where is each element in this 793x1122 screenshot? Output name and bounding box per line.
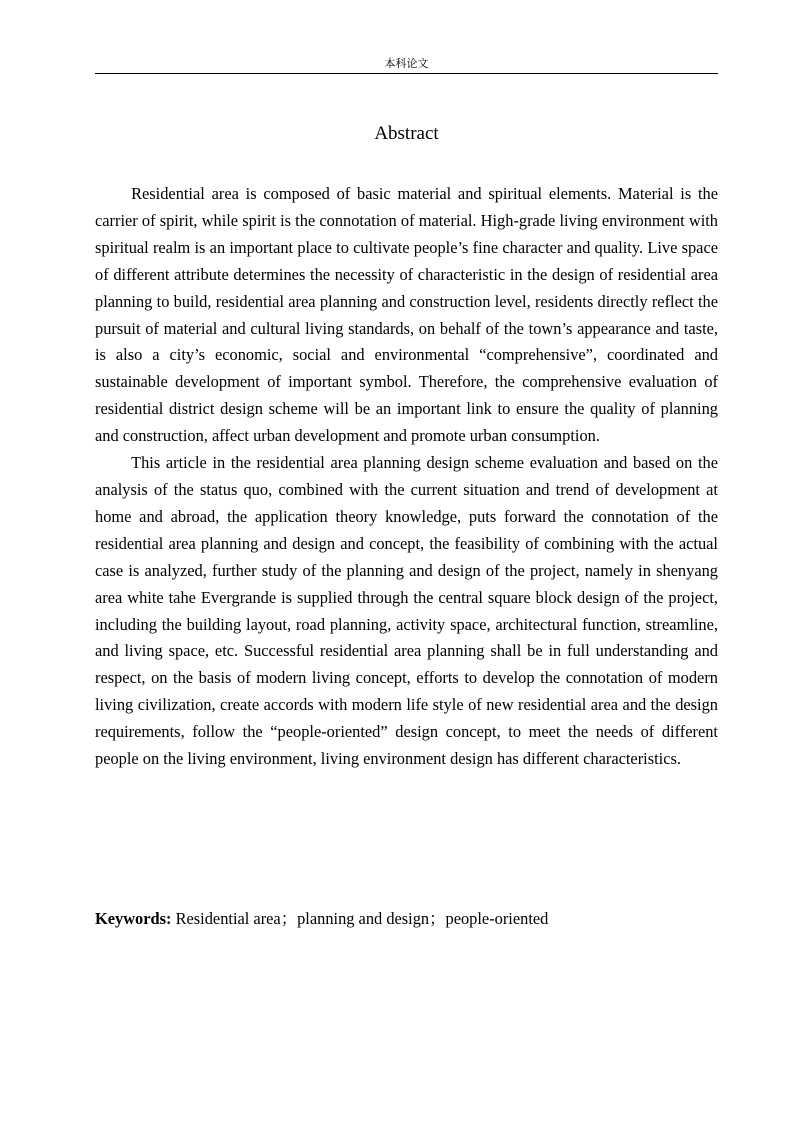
keywords-line: [95, 906, 718, 933]
running-header: 本科论文: [384, 57, 429, 70]
header-rule: [95, 73, 718, 74]
keywords-text: Residential area；planning and design；people-oriented: [171, 909, 549, 928]
abstract-body: [95, 181, 718, 773]
abstract-paragraph-1: Residential area is composed of basic material and spiritual elements. Material is the carrier of spirit, while spirit is the connotation of material. High-grade living environment with spiritual realm is an important place to cultivate people’s fine character and quality. Live space of different attribute determines the necessity of characteristic in the design of residential area planning to build, residential area planning and construction level, residents directly reflect the pursuit of material and cultural living standards, on behalf of the town’s appearance and taste, is also a city’s economic, social and environmental “comprehensive”, coordinated and sustainable development of important symbol. Therefore, the comprehensive evaluation of residential district design scheme will be an important link to ensure the quality of planning and construction, affect urban development and promote urban consumption.: [95, 184, 718, 446]
keywords-label: Keywords:: [95, 909, 172, 928]
abstract-title: Abstract: [374, 123, 439, 144]
abstract-paragraph-2: This article in the residential area planning design scheme evaluation and based on the analysis of the status quo, combined with the current situation and trend of development at home and abroad, the application theory knowledge, puts forward the connotation of the residential area planning and design and concept, the feasibility of combining with the actual case is analyzed, further study of the planning and design of the project, namely in shenyang area white tahe Evergrande is supplied through the central square block design of the project, including the building layout, road planning, activity space, architectural function, streamline, and living space, etc. Successful residential area planning shall be in full understanding and respect, on the basis of modern living concept, efforts to develop the connotation of modern living civilization, create accords with modern life style of new residential area and the design requirements, follow the “people-oriented” design concept, to meet the needs of different people on the living environment, living environment design has different characteristics.: [95, 453, 718, 769]
